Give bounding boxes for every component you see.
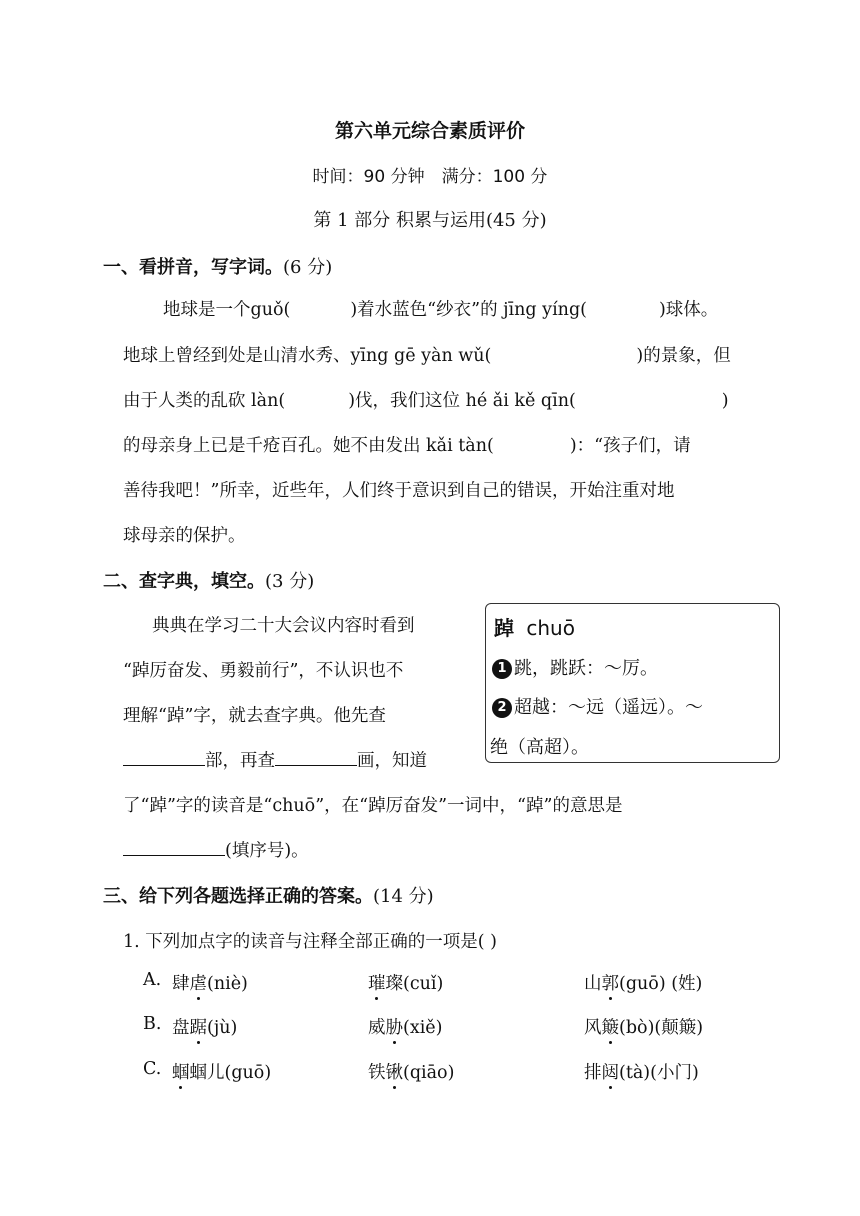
text-run: 部，再查 bbox=[205, 751, 275, 771]
text-run: 由于人类的乱砍 làn( bbox=[123, 391, 286, 411]
text-run: ) bbox=[721, 391, 729, 411]
text-run: 画，知道 bbox=[357, 751, 427, 771]
sec1-line-5: 善待我吧！”所幸，近些年，人们终于意识到自己的错误，开始注重对地 bbox=[123, 481, 675, 501]
dict-headword bbox=[494, 612, 575, 641]
text-run: 铁 bbox=[368, 1063, 386, 1083]
dotted-char: 锹 bbox=[386, 1059, 404, 1084]
dotted-char: 蝈 bbox=[172, 1059, 190, 1084]
dotted-char: 踞 bbox=[190, 1014, 208, 1039]
time-score-info: 时间：90 分钟 满分：100 分 bbox=[312, 167, 548, 187]
option-b-label[interactable]: B. bbox=[143, 1014, 162, 1034]
sense-text: 跳，跳跃：～厉。 bbox=[514, 658, 658, 679]
text-run: 排 bbox=[584, 1063, 602, 1083]
section-2-title: 二、查字典，填空。 bbox=[103, 571, 265, 592]
sec1-line-6: 球母亲的保护。 bbox=[123, 526, 246, 546]
option-a-word-1 bbox=[172, 970, 248, 995]
question-1: 1. 下列加点字的读音与注释全部正确的一项是( ) bbox=[123, 932, 497, 952]
text-run: (niè) bbox=[207, 974, 248, 994]
sec2-line-1: 典典在学习二十大会议内容时看到 bbox=[152, 616, 415, 636]
part-heading: 第 1 部分 积累与运用(45 分) bbox=[313, 210, 547, 231]
option-b-word-2 bbox=[368, 1014, 442, 1039]
dict-sense-2-cont: 绝（高超）。 bbox=[490, 737, 589, 758]
text-run: (jù) bbox=[207, 1018, 238, 1038]
text-run: 蝈儿(guō) bbox=[189, 1063, 272, 1083]
text-run: (填序号)。 bbox=[225, 841, 309, 861]
text-run: (guō) (姓) bbox=[619, 974, 703, 994]
sec2-line-3: 理解“踔”字，就去查字典。他先查 bbox=[123, 706, 386, 726]
sense-text: 超越：～远（遥远）。～ bbox=[514, 697, 703, 718]
dotted-char: 璀 bbox=[368, 970, 386, 995]
text-run: )：“孩子们，请 bbox=[569, 436, 691, 456]
section-3-heading bbox=[103, 882, 434, 908]
text-run: 的母亲身上已是千疮百孔。她不由发出 kǎi tàn( bbox=[123, 436, 494, 456]
option-c-word-2 bbox=[368, 1059, 454, 1084]
text-run: )着水蓝色“纱衣”的 jīng yíng( bbox=[350, 300, 587, 320]
radical-blank[interactable] bbox=[123, 764, 205, 766]
text-run: 威 bbox=[368, 1018, 386, 1038]
dotted-char: 簸 bbox=[602, 1014, 620, 1039]
dotted-char: 闼 bbox=[602, 1059, 620, 1084]
section-3-points: (14 分) bbox=[373, 886, 434, 907]
text-run: (tà)(小门) bbox=[619, 1063, 699, 1083]
section-3-title: 三、给下列各题选择正确的答案。 bbox=[103, 886, 373, 907]
section-1-points: (6 分) bbox=[283, 257, 333, 278]
section-1-title: 一、看拼音，写字词。 bbox=[103, 257, 283, 278]
dict-head-pinyin: chuō bbox=[526, 616, 575, 640]
text-run: (xiě) bbox=[403, 1018, 443, 1038]
text-run: )球体。 bbox=[658, 300, 719, 320]
dotted-char: 郭 bbox=[602, 970, 620, 995]
sec1-line-4 bbox=[123, 432, 691, 457]
text-run: )的景象，但 bbox=[636, 346, 731, 366]
option-a-word-3 bbox=[584, 970, 702, 995]
text-run: 璨(cuǐ) bbox=[385, 974, 444, 994]
text-run: 山 bbox=[584, 974, 602, 994]
sec1-line-2 bbox=[123, 342, 731, 367]
section-2-points: (3 分) bbox=[265, 571, 315, 592]
dict-sense-2 bbox=[492, 693, 703, 719]
text-run: 盘 bbox=[172, 1018, 190, 1038]
text-run: 风 bbox=[584, 1018, 602, 1038]
text-run: 肆 bbox=[172, 974, 190, 994]
option-b-word-3 bbox=[584, 1014, 703, 1039]
option-c-word-1 bbox=[172, 1059, 271, 1084]
sec2-line-4 bbox=[123, 747, 427, 772]
dict-head-char: 踔 bbox=[494, 616, 514, 640]
option-b-word-1 bbox=[172, 1014, 237, 1039]
sec2-line-5: 了“踔”字的读音是“chuō”，在“踔厉奋发”一词中，“踔”的意思是 bbox=[123, 796, 623, 816]
text-run: 地球上曾经到处是山清水秀、yīng gē yàn wǔ( bbox=[123, 346, 492, 366]
option-a-word-2 bbox=[368, 970, 443, 995]
sense-number-1: 1 bbox=[492, 659, 512, 679]
text-run: (qiāo) bbox=[403, 1063, 455, 1083]
sense-number-2: 2 bbox=[492, 698, 512, 718]
dotted-char: 胁 bbox=[386, 1014, 404, 1039]
option-a-label[interactable]: A. bbox=[143, 970, 162, 990]
section-1-heading bbox=[103, 253, 332, 279]
text-run: (bò)(颠簸) bbox=[619, 1018, 704, 1038]
sec2-line-2: “踔厉奋发、勇毅前行”，不认识也不 bbox=[123, 661, 404, 681]
text-run: 地球是一个guǒ( bbox=[163, 300, 291, 320]
sec2-line-6 bbox=[123, 837, 309, 862]
dotted-char: 虐 bbox=[190, 970, 208, 995]
option-c-word-3 bbox=[584, 1059, 699, 1084]
sec1-line-1 bbox=[163, 296, 718, 321]
text-run: )伐，我们这位 hé ǎi kě qīn( bbox=[348, 391, 576, 411]
stroke-count-blank[interactable] bbox=[275, 764, 357, 766]
dictionary-entry-box bbox=[485, 603, 780, 763]
section-2-heading bbox=[103, 567, 314, 593]
meaning-number-blank[interactable] bbox=[123, 854, 225, 856]
page-title: 第六单元综合素质评价 bbox=[334, 120, 525, 142]
dict-sense-1 bbox=[492, 654, 658, 680]
sec1-line-3 bbox=[123, 387, 729, 412]
option-c-label[interactable]: C. bbox=[143, 1059, 162, 1079]
